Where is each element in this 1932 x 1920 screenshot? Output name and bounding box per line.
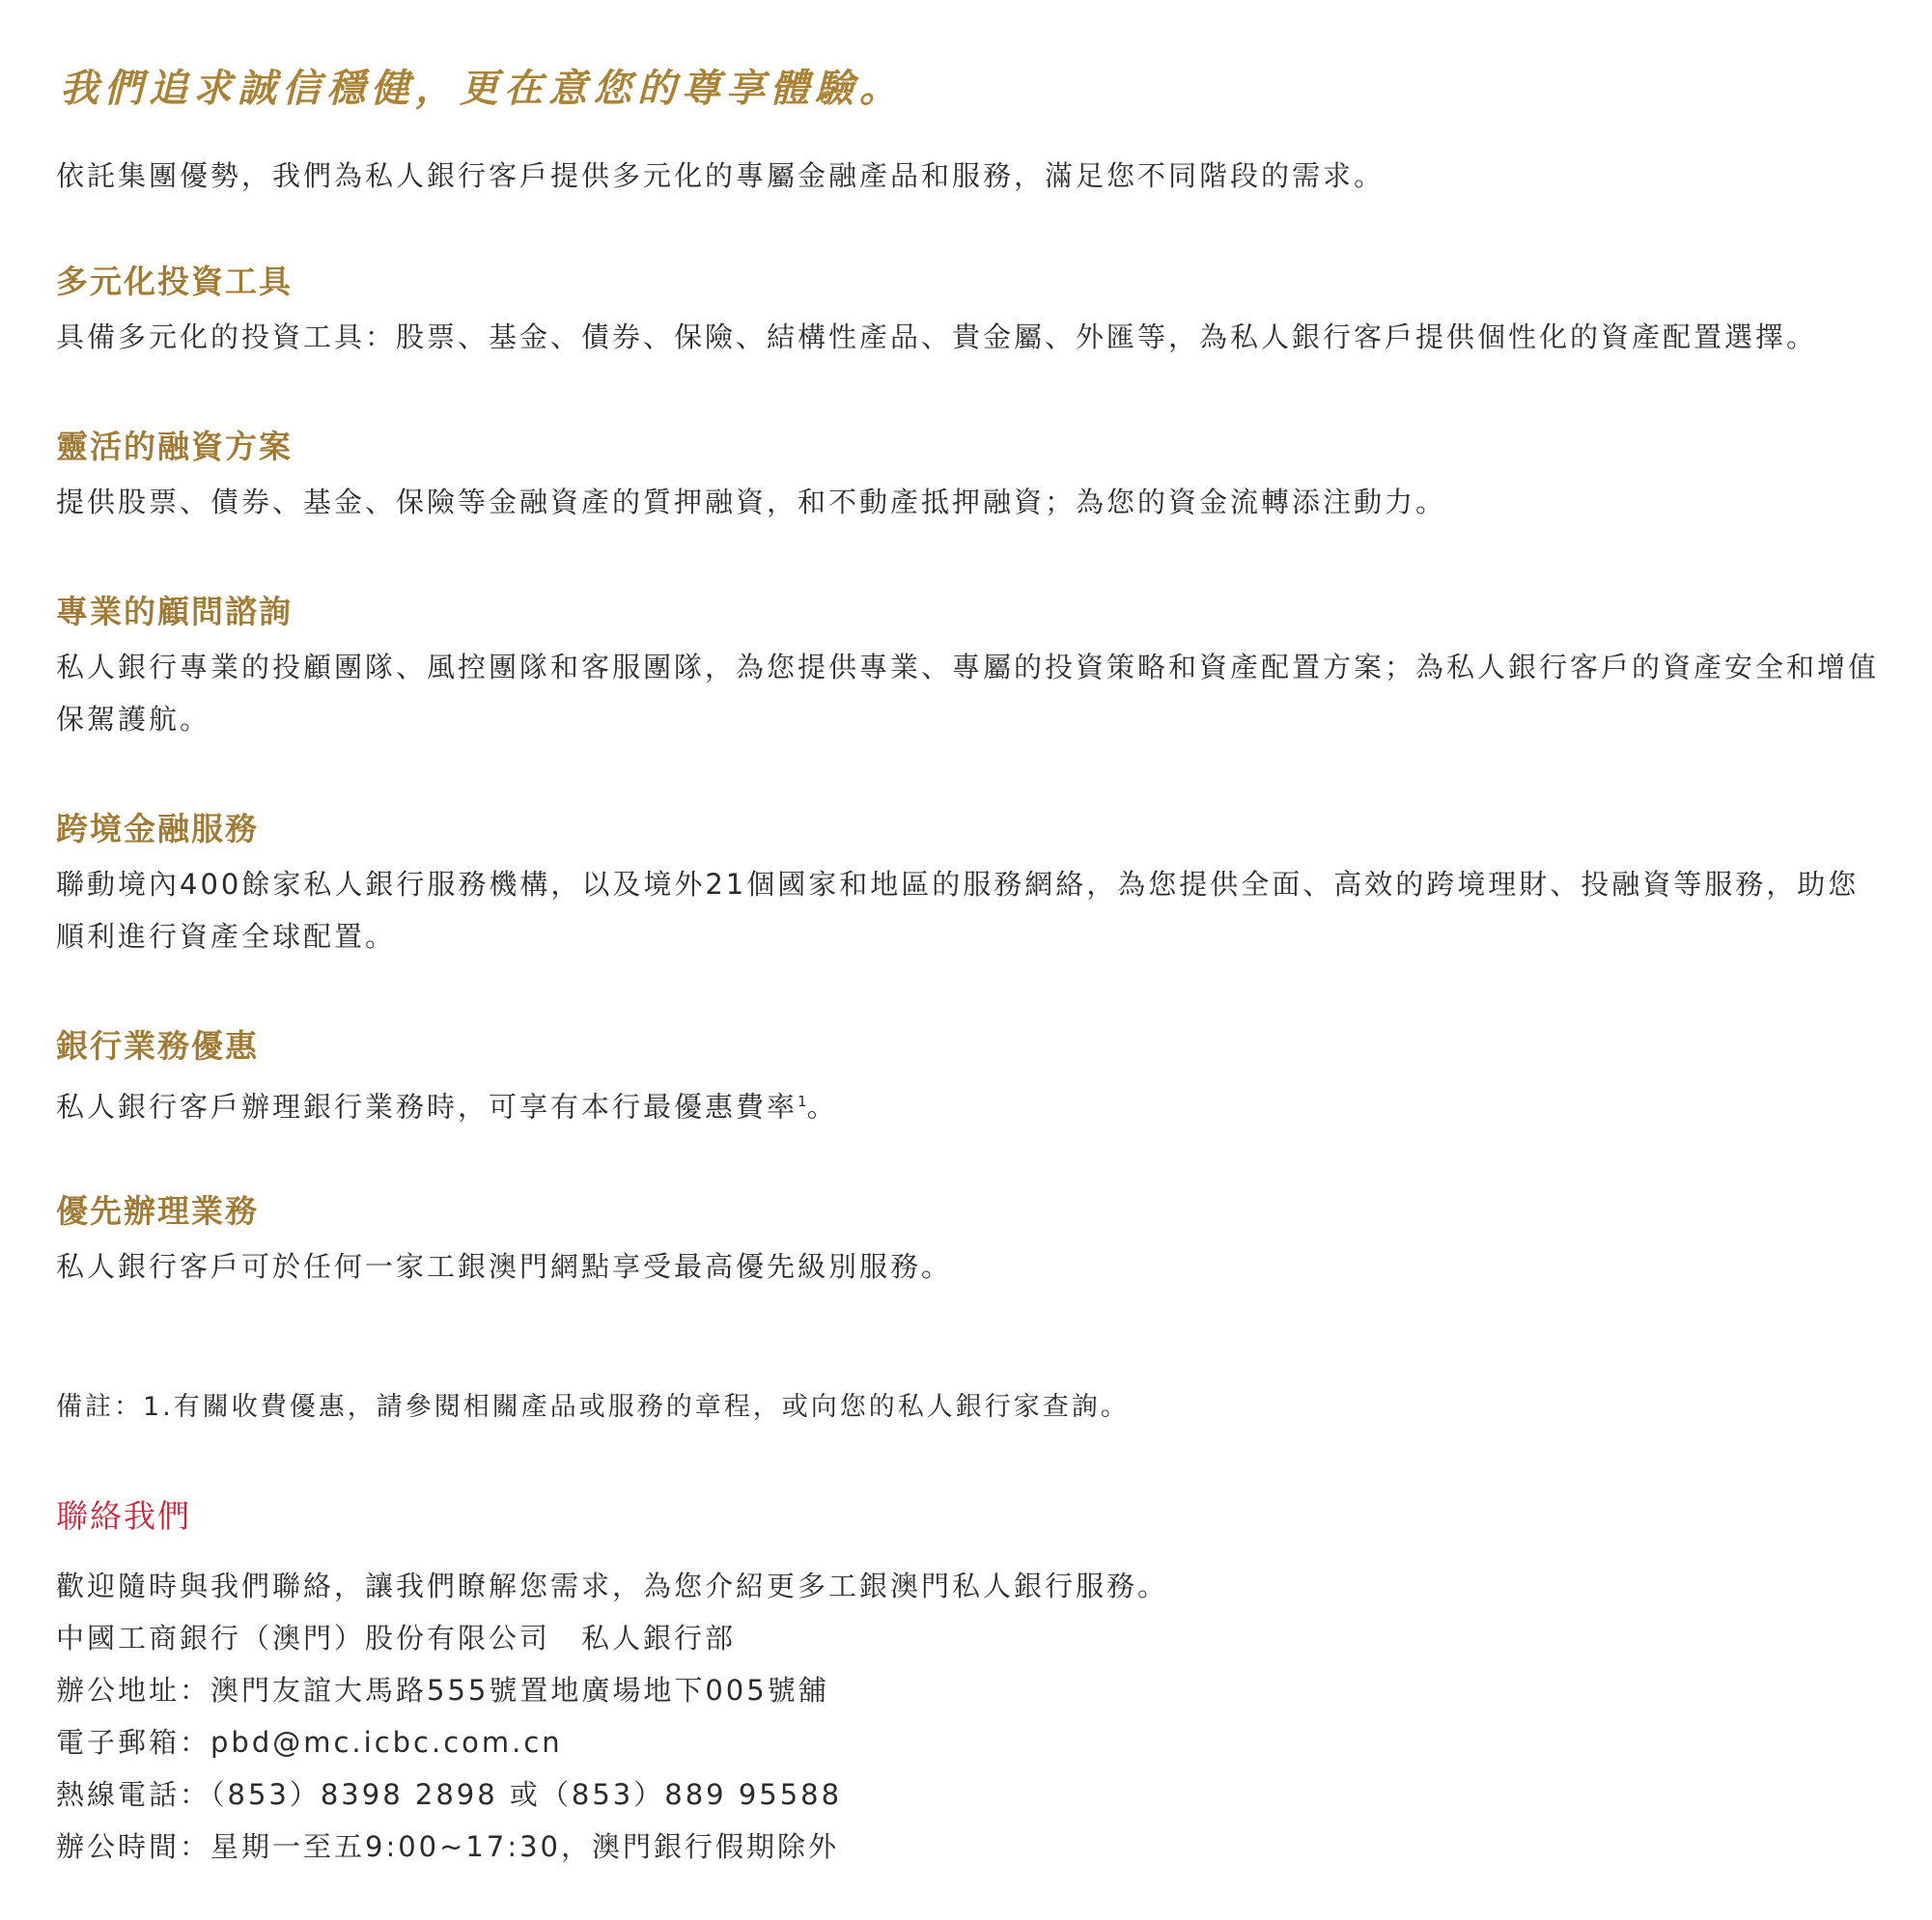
section-body: 提供股票、債券、基金、保險等金融資產的質押融資，和不動產抵押融資；為您的資金流轉添注動力。	[56, 486, 1447, 518]
section-body: 聯動境內400餘家私人銀行服務機構，以及境外21個國家和地區的服務網絡，為您提供全面、高效的跨境理財、投融資等服務，助您順利進行資產全球配置。	[56, 868, 1860, 953]
contact-company: 中國工商銀行（澳門）股份有限公司 私人銀行部	[56, 1622, 737, 1655]
intro-paragraph: 依託集團優勢，我們為私人銀行客戶提供多元化的專屬金融產品和服務，滿足您不同階段的需求。	[56, 159, 1386, 192]
contact-welcome: 歡迎隨時與我們聯絡，讓我們瞭解您需求，為您介紹更多工銀澳門私人銀行服務。	[56, 1570, 1169, 1602]
contact-details	[56, 1560, 1168, 1873]
section-title: 多元化投資工具	[56, 263, 293, 300]
section-investment-tools	[56, 261, 1890, 363]
contact-office-hours: 辦公時間：星期一至五9:00~17:30，澳門銀行假期除外	[56, 1830, 839, 1863]
section-title: 跨境金融服務	[56, 810, 259, 848]
section-title: 優先辦理業務	[56, 1192, 259, 1230]
section-banking-discount	[56, 1025, 1890, 1133]
section-cross-border	[56, 808, 1890, 962]
section-title: 專業的顧問諮詢	[56, 593, 293, 630]
footnote-mark: 1	[798, 1093, 807, 1110]
section-body: 具備多元化的投資工具：股票、基金、債券、保險、結構性產品、貴金屬、外匯等，為私人銀行客戶提供個性化的資產配置選擇。	[56, 320, 1818, 353]
contact-email: 電子郵箱：pbd@mc.icbc.com.cn	[56, 1726, 563, 1759]
contact-address: 辦公地址：澳門友誼大馬路555號置地廣場地下005號舖	[56, 1674, 829, 1707]
section-title: 銀行業務優惠	[56, 1027, 259, 1065]
section-body: 私人銀行客戶可於任何一家工銀澳門網點享受最高優先級別服務。	[56, 1250, 953, 1283]
section-body-text: 私人銀行客戶辦理銀行業務時，可享有本行最優惠費率	[56, 1090, 798, 1124]
contact-us-heading: 聯絡我們	[56, 1497, 191, 1535]
section-advisory	[56, 591, 1890, 745]
section-priority-service	[56, 1190, 1890, 1293]
contact-hotline: 熱線電話：（853）8398 2898 或（853）889 95588	[56, 1778, 843, 1811]
footnote-remark: 備註：1.有關收費優惠，請參閱相關產品或服務的章程，或向您的私人銀行家查詢。	[56, 1392, 1130, 1422]
section-body: 私人銀行專業的投顧團隊、風控團隊和客服團隊，為您提供專業、專屬的投資策略和資產配置方案；為私人銀行客戶的資產安全和增值保駕護航。	[56, 651, 1880, 736]
section-financing	[56, 426, 1890, 528]
section-body-end: 。	[806, 1090, 838, 1124]
section-title: 靈活的融資方案	[56, 428, 293, 465]
slogan-heading: 我們追求誠信穩健，更在意您的尊享體驗。	[60, 66, 904, 111]
section-body	[56, 1075, 1881, 1133]
